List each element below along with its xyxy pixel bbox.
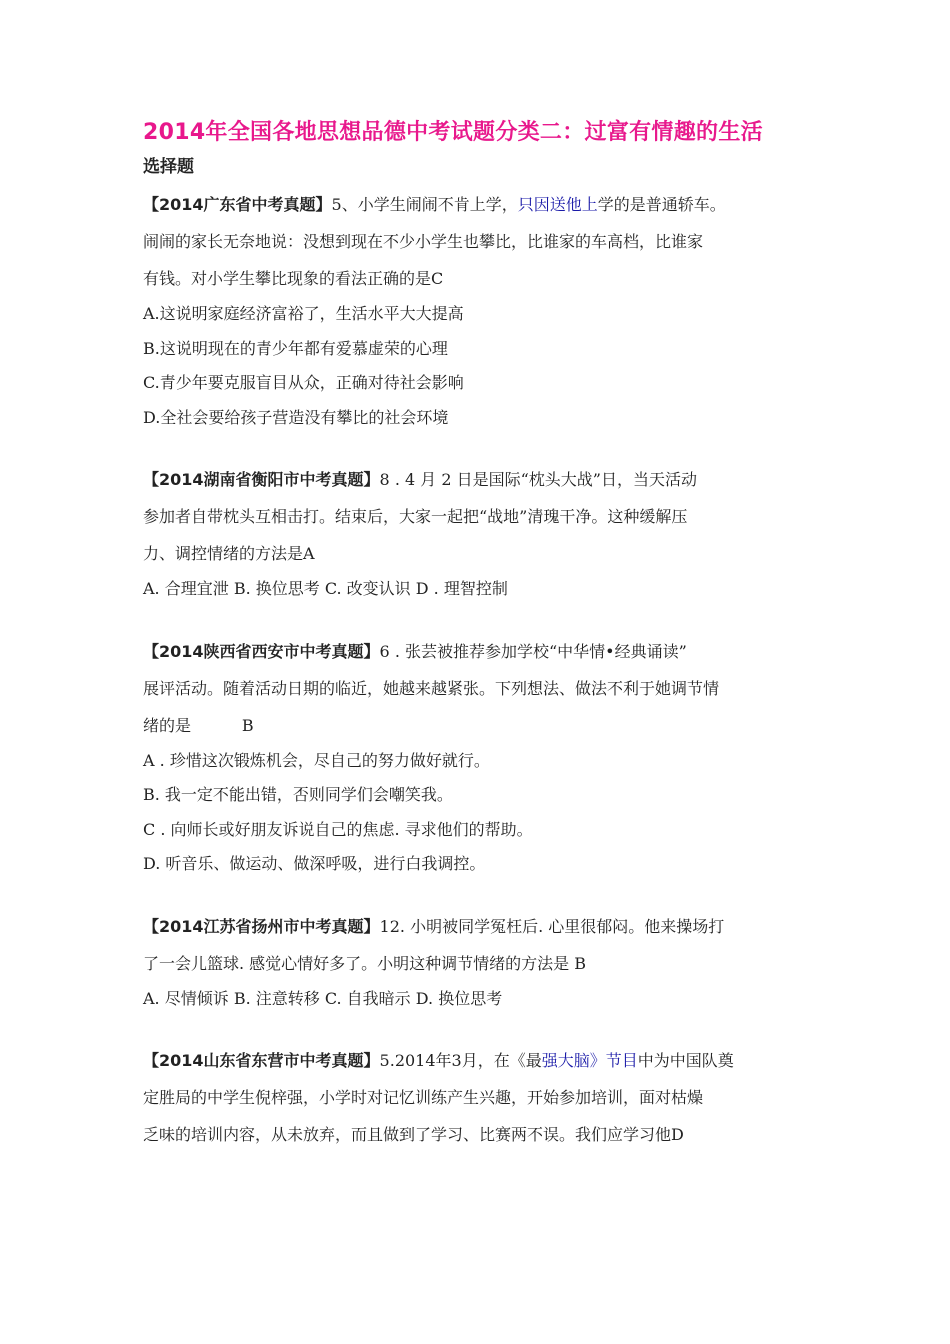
question-3-source: 【2014陕西省西安市中考真题】 <box>143 641 380 661</box>
question-4 <box>143 908 811 1017</box>
question-5 <box>143 1042 811 1153</box>
question-1-line-1 <box>143 186 811 223</box>
question-3-option-b: B. 我一定不能出错，否则同学们会嘲笑我。 <box>143 785 453 804</box>
question-5-text-end: 中为中国队奠 <box>637 1051 734 1070</box>
question-5-line-3: 乏味的培训内容，从未放弃，而且做到了学习、比赛两不误。我们应学习他D <box>143 1125 684 1144</box>
question-2-line-2: 参加者自带枕头互相击打。结束后，大家一起把“战地”清瑰干净。这种缓解压 <box>143 507 688 526</box>
question-5-source: 【2014山东省东营市中考真题】 <box>143 1051 380 1070</box>
section-heading: 选择题 <box>143 157 194 177</box>
question-1-line-3: 有钱。对小学生攀比现象的看法正确的是C <box>143 269 444 288</box>
question-1-option-c: C.青少年要克服盲目从众，正确对待社会影响 <box>143 373 464 392</box>
question-1 <box>143 186 811 435</box>
question-4-source: 【2014江苏省扬州市中考真题】 <box>143 916 380 936</box>
question-3-option-c: C . 向师长或好朋友诉说自己的焦虑. 寻求他们的帮助。 <box>143 819 533 839</box>
question-1-option-d: D.全社会要给孩子营造没有攀比的社会环境 <box>143 407 449 427</box>
question-4-line-2: 了一会儿篮球. 感觉心情好多了。小明这种调节情绪的方法是 B <box>143 953 587 973</box>
question-4-options: A. 尽情倾诉 B. 注意转移 C. 自我暗示 D. 换位思考 <box>143 988 503 1008</box>
question-1-option-a: A.这说明家庭经济富裕了，生活水平大大提高 <box>143 304 464 323</box>
question-3-option-a: A . 珍惜这次锻炼机会，尽自己的努力做好就行。 <box>143 750 490 770</box>
question-5-line-2: 定胜局的中学生倪梓强，小学时对记忆训练产生兴趣，开始参加培训，面对枯燥 <box>143 1088 704 1107</box>
question-2-text: 8 . 4 月 2 日是国际“枕头大战”日，当天活动 <box>379 470 697 489</box>
question-1-line-2: 闹闹的家长无奈地说：没想到现在不少小学生也攀比，比谁家的车高档，比谁家 <box>143 232 704 251</box>
question-2-line-1 <box>143 461 811 498</box>
question-4-line-1 <box>143 908 811 945</box>
question-3-line-1 <box>143 633 811 670</box>
document-title: 2014年全国各地思想品德中考试题分类二：过富有情趣的生活 <box>143 120 763 145</box>
question-5-line-1 <box>143 1042 811 1079</box>
question-1-text: 5、小学生闹闹不肯上学， <box>331 195 518 214</box>
question-3-line-2: 展评活动。随着活动日期的临近，她越来越紧张。下列想法、做法不利于她调节情 <box>143 678 720 698</box>
question-2-line-3: 力、调控情绪的方法是A <box>143 544 315 563</box>
question-1-option-b: B.这说明现在的青少年都有爱慕虚荣的心理 <box>143 338 448 358</box>
question-3-line-3: 绪的是 B <box>143 715 254 735</box>
question-1-source: 【2014广东省中考真题】 <box>143 195 332 214</box>
question-1-text-end: 学的是普通轿车。 <box>597 195 726 214</box>
question-2-source: 【2014湖南省衡阳市中考真题】 <box>143 470 380 489</box>
question-5-link-text[interactable]: 强大脑》节目 <box>541 1051 638 1070</box>
question-3 <box>143 633 811 882</box>
question-3-option-d: D. 听音乐、做运动、做深呼吸，进行白我调控。 <box>143 854 486 873</box>
question-5-text: 5.2014年3月，在《最 <box>379 1051 542 1070</box>
question-1-link-text[interactable]: 只因送他上 <box>517 195 598 214</box>
question-2 <box>143 461 811 607</box>
question-4-text: 12. 小明被同学冤枉后. 心里很郁闷。他来操场打 <box>379 916 725 936</box>
question-3-text: 6 . 张芸被推荐参加学校“中华情•经典诵读” <box>379 641 687 661</box>
document-page <box>143 118 811 1153</box>
question-2-options: A. 合理宜泄 B. 换位思考 C. 改变认识 D . 理智控制 <box>143 579 508 598</box>
